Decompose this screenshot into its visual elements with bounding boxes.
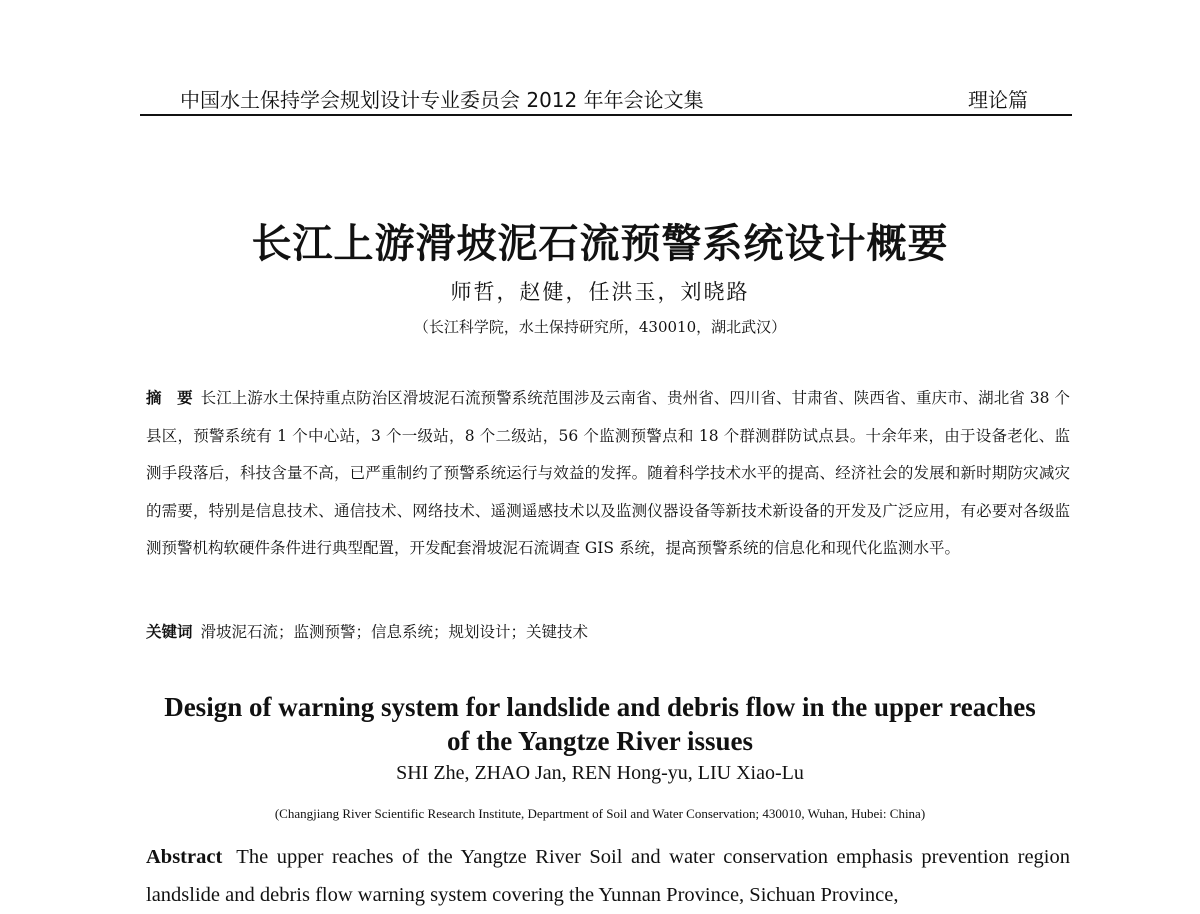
abstract-en [146, 838, 1070, 914]
running-header [140, 82, 1072, 116]
section-name: 理论篇 [968, 88, 1028, 112]
abstract-cn [146, 380, 1070, 568]
keywords-label-cn: 关键词 [146, 623, 193, 641]
abstract-label-cn: 摘 要 [146, 389, 193, 407]
authors-en: SHI Zhe, ZHAO Jan, REN Hong-yu, LIU Xiao-Lu [396, 762, 804, 784]
abstract-label-en: Abstract [146, 846, 223, 868]
authors-cn: 师哲，赵健，任洪玉，刘晓路 [450, 280, 750, 304]
affiliation-cn: （长江科学院，水土保持研究所，430010，湖北武汉） [413, 318, 787, 336]
keywords-cn [146, 614, 1070, 651]
journal-title: 中国水土保持学会规划设计专业委员会 2012 年年会论文集 [180, 88, 704, 112]
title-en-line1: Design of warning system for landslide and debris flow in the upper reaches [164, 692, 1036, 722]
title-en-line2: of the Yangtze River issues [447, 726, 753, 756]
keywords-text-cn: 滑坡泥石流；监测预警；信息系统；规划设计；关键技术 [200, 623, 589, 641]
paper-title-cn: 长江上游滑坡泥石流预警系统设计概要 [251, 221, 949, 267]
affiliation-en: (Changjiang River Scientific Research Institute, Department of Soil and Water Conservation; 430010, Wuhan, Hubei: China) [274, 806, 926, 821]
paper-title-en [0, 690, 1200, 758]
abstract-text-cn: 长江上游水土保持重点防治区滑坡泥石流预警系统范围涉及云南省、贵州省、四川省、甘肃省、陕西省、重庆市、湖北省 38 个县区，预警系统有 1 个中心站，3 个一级站，8 个二级站，56 个监测预警点和 18 个群测群防试点县。十余年来，由于设备老化、监测手段落后，科技含量不高，已严重制约了预警系统运行与效益的发挥。随着科学技术水平的提高、经济社会的发展和新时期防灾减灾的需要，特别是信息技术、通信技术、网络技术、遥测遥感技术以及监测仪器设备等新技术新设备的开发及广泛应用，有必要对各级监测预警机构软硬件条件进行典型配置，开发配套滑坡泥石流调查 GIS 系统，提高预警系统的信息化和现代化监测水平。 [146, 389, 1070, 558]
abstract-text-en: The upper reaches of the Yangtze River Soil and water conservation emphasis prevention region landslide and debris flow warning system covering the Yunnan Province, Sichuan Province, [146, 846, 1070, 906]
